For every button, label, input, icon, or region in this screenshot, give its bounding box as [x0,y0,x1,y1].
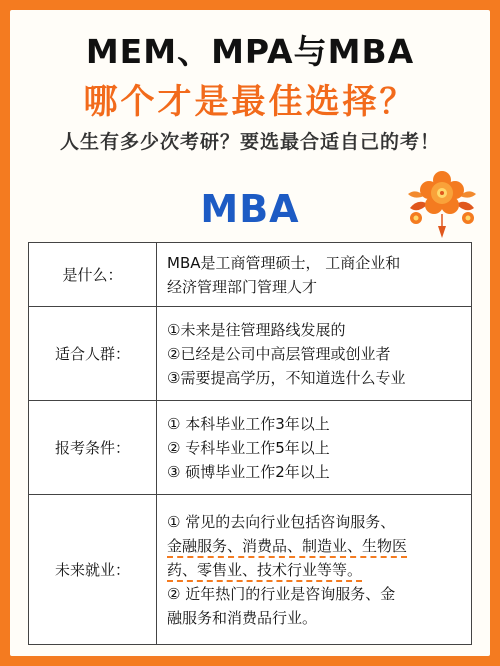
content-line [167,558,465,582]
row-content [157,307,472,401]
content-line: 融服务和消费品行业。 [167,608,318,627]
table-row-audience [29,307,472,401]
title-line-2: 哪个才是最佳选择？ [83,82,417,122]
title-line-1: MEM、MPA与MBA [85,32,415,71]
flower-ornament-icon [404,168,480,240]
underlined-text: 药、零售业、技术行业等等。 [167,561,362,582]
row-content [157,401,472,495]
content-line: MBA是工商管理硕士， 工商企业和 [167,253,401,272]
poster-card [10,10,490,656]
underlined-text: 金融服务、消费品、制造业、生物医 [167,537,407,558]
section-title-mba: MBA [200,187,300,231]
row-label: 适合人群： [29,307,157,401]
content-line: 经济管理部门管理人才 [167,277,318,296]
row-content [157,495,472,645]
content-line: ②已经是公司中高层管理或创业者 [167,344,391,363]
content-line: ③需要提高学历，不知道选什么专业 [167,368,406,387]
mba-info-table [28,242,472,645]
content-line: ① 常见的去向行业包括咨询服务、 [167,512,396,531]
row-label: 未来就业： [29,495,157,645]
content-line: ① 本科毕业工作3年以上 [167,414,330,433]
content-line: ①未来是往管理路线发展的 [167,320,346,339]
content-line: ③ 硕博毕业工作2年以上 [167,462,330,481]
content-line [167,534,465,558]
table-row-what [29,243,472,307]
row-label: 报考条件： [29,401,157,495]
row-content [157,243,472,307]
row-label: 是什么： [29,243,157,307]
content-line: ② 近年热门的行业是咨询服务、金 [167,584,396,603]
table-row-employment [29,495,472,645]
content-line: ② 专科毕业工作5年以上 [167,438,330,457]
table-row-requirements [29,401,472,495]
subtitle: 人生有多少次考研？要选最合适自己的考！ [59,131,440,153]
